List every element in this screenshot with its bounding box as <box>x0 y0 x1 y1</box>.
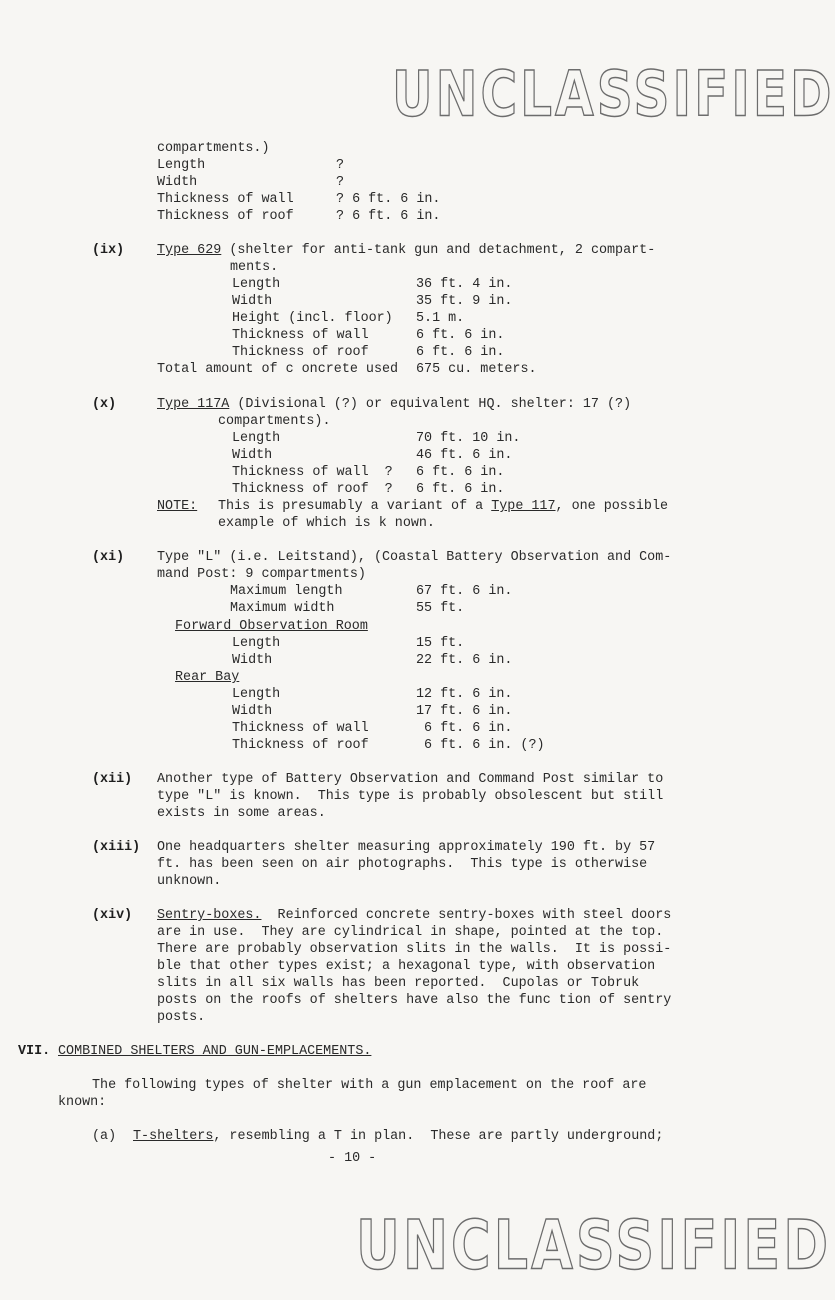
spec-label: Length <box>232 431 281 446</box>
item-ix-line1-rest: (shelter for anti-tank gun and detachment, 2 compart- <box>221 243 656 258</box>
spec-value: ? <box>336 158 345 173</box>
type-629-label: Type 629 <box>157 243 222 258</box>
spec-label: Width <box>232 448 273 463</box>
sentry-boxes-heading: Sentry-boxes. <box>157 908 262 923</box>
paragraph-line: Another type of Battery Observation and Command Post similar to <box>157 772 664 787</box>
paragraph-line: ble that other types exist; a hexagonal type, with observation <box>157 959 656 974</box>
total-concrete-label: Total amount of c oncrete used <box>157 362 399 377</box>
spec-value: 67 ft. 6 in. <box>416 584 513 599</box>
spec-label: Height (incl. floor) <box>232 311 393 326</box>
spec-label: Length <box>157 158 206 173</box>
spec-label: Maximum length <box>230 584 343 599</box>
spec-label: Length <box>232 277 281 292</box>
type-117a-label: Type 117A <box>157 397 230 412</box>
spec-value: ? 6 ft. 6 in. <box>336 209 441 224</box>
spec-value: 6 ft. 6 in. <box>416 482 505 497</box>
note-label: NOTE: <box>157 499 198 514</box>
spec-value: ? 6 ft. 6 in. <box>336 192 441 207</box>
spec-label: Length <box>232 636 281 651</box>
paragraph-line: posts. <box>157 1010 206 1025</box>
spec-label: Thickness of roof ? <box>232 482 393 497</box>
item-number-xii: (xii) <box>92 772 133 787</box>
item-a-rest: , resembling a T in plan. These are partly underground; <box>213 1129 664 1144</box>
spec-label: Thickness of roof <box>232 345 369 360</box>
paragraph-line: exists in some areas. <box>157 806 326 821</box>
total-concrete-value: 675 cu. meters. <box>416 362 537 377</box>
unclassified-stamp-top: UNCLASSIFIED <box>392 58 835 131</box>
spec-label: Thickness of wall <box>232 721 369 736</box>
spec-value: 6 ft. 6 in. <box>424 721 513 736</box>
note-text: This is presumably a variant of a <box>218 499 492 514</box>
spec-value: 6 ft. 6 in. <box>416 328 505 343</box>
spec-label: Maximum width <box>230 601 335 616</box>
note-text: , one possible <box>555 499 669 514</box>
spec-label: Width <box>232 653 273 668</box>
continuation-text: compartments.) <box>157 141 270 156</box>
item-x-line1-rest: (Divisional (?) or equivalent HQ. shelter: 17 (?) <box>229 397 632 412</box>
spec-value: 17 ft. 6 in. <box>416 704 513 719</box>
item-number-xiii: (xiii) <box>92 840 141 855</box>
paragraph-line: known: <box>58 1095 107 1110</box>
t-shelters-heading: T-shelters <box>133 1129 214 1144</box>
spec-label: Thickness of wall <box>232 328 369 343</box>
section-numeral: VII. <box>18 1044 51 1059</box>
page-number: - 10 - <box>328 1151 377 1166</box>
spec-value: 6 ft. 6 in. (?) <box>424 738 545 753</box>
spec-value: 70 ft. 10 in. <box>416 431 521 446</box>
item-number-x: (x) <box>92 397 117 412</box>
item-number-xi: (xi) <box>92 550 125 565</box>
note-line2: example of which is k nown. <box>218 516 435 531</box>
spec-value: ? <box>336 175 345 190</box>
spec-label: Width <box>232 294 273 309</box>
rear-bay-heading: Rear Bay <box>175 670 240 685</box>
item-number-xiv: (xiv) <box>92 908 133 923</box>
spec-value: 15 ft. <box>416 636 465 651</box>
item-number-a: (a) <box>92 1129 117 1144</box>
item-xi-line2: mand Post: 9 compartments) <box>157 567 366 582</box>
spec-label: Thickness of wall <box>157 192 294 207</box>
item-number-ix: (ix) <box>92 243 125 258</box>
spec-value: 12 ft. 6 in. <box>416 687 513 702</box>
spec-value: 36 ft. 4 in. <box>416 277 513 292</box>
paragraph-line: are in use. They are cylindrical in shape, pointed at the top. <box>157 925 664 940</box>
spec-value: 5.1 m. <box>416 311 465 326</box>
spec-label: Width <box>232 704 273 719</box>
paragraph-line: There are probably observation slits in the walls. It is possi- <box>157 942 672 957</box>
spec-value: 6 ft. 6 in. <box>416 465 505 480</box>
spec-value: 46 ft. 6 in. <box>416 448 513 463</box>
spec-label: Thickness of wall ? <box>232 465 393 480</box>
forward-observation-heading: Forward Observation Room <box>175 619 368 634</box>
type-117-reference: Type 117 <box>491 499 556 514</box>
spec-value: 22 ft. 6 in. <box>416 653 513 668</box>
spec-value: 35 ft. 9 in. <box>416 294 513 309</box>
spec-label: Thickness of roof <box>232 738 369 753</box>
item-xiv-line1 <box>157 907 671 924</box>
paragraph-line: posts on the roofs of shelters have also the func tion of sentry <box>157 993 672 1008</box>
paragraph-line: The following types of shelter with a gun emplacement on the roof are <box>92 1078 647 1093</box>
paragraph-line: unknown. <box>157 874 222 889</box>
paragraph-line: One headquarters shelter measuring approximately 190 ft. by 57 <box>157 840 656 855</box>
paragraph-line: type "L" is known. This type is probably obsolescent but still <box>157 789 664 804</box>
item-xiv-line1-rest: Reinforced concrete sentry-boxes with steel doors <box>261 908 672 923</box>
paragraph-line: ft. has been seen on air photographs. This type is otherwise <box>157 857 648 872</box>
section-heading: COMBINED SHELTERS AND GUN-EMPLACEMENTS. <box>58 1044 372 1059</box>
spec-label: Length <box>232 687 281 702</box>
spec-value: 55 ft. <box>416 601 465 616</box>
note-line1 <box>218 498 668 515</box>
item-xi-line1: Type "L" (i.e. Leitstand), (Coastal Battery Observation and Com- <box>157 550 672 565</box>
spec-label: Width <box>157 175 198 190</box>
item-a-line <box>133 1128 663 1145</box>
spec-value: 6 ft. 6 in. <box>416 345 505 360</box>
item-x-line2: compartments). <box>218 414 331 429</box>
unclassified-stamp-bottom: UNCLASSIFIED <box>356 1206 832 1285</box>
item-x-line1 <box>157 396 631 413</box>
item-ix-line2: ments. <box>230 260 279 275</box>
item-ix-line1 <box>157 242 655 259</box>
paragraph-line: slits in all six walls has been reported. Cupolas or Tobruk <box>157 976 640 991</box>
spec-label: Thickness of roof <box>157 209 294 224</box>
